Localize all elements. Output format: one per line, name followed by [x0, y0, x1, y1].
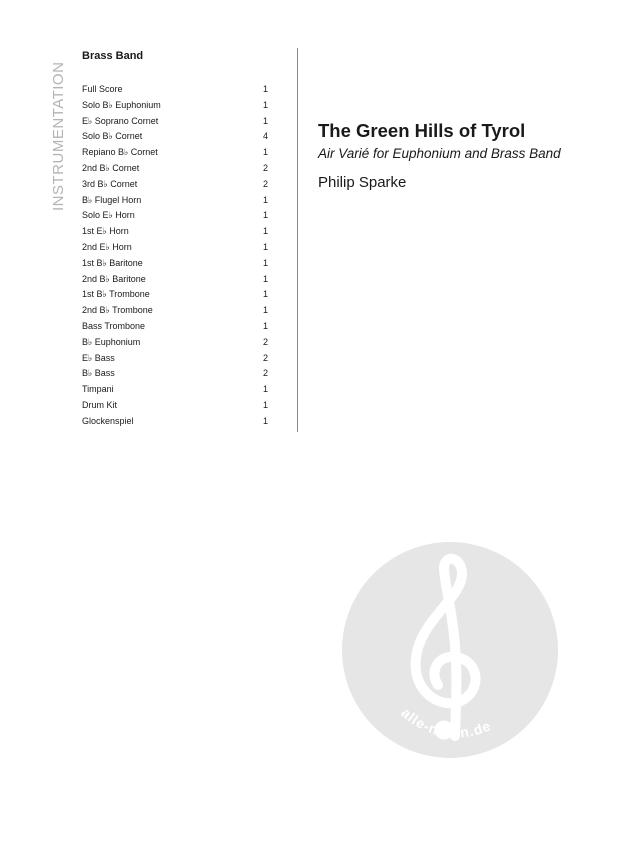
part-name: 2nd B♭ Trombone [82, 305, 153, 316]
part-row [82, 351, 272, 367]
part-row [82, 287, 272, 303]
part-quantity: 1 [262, 415, 268, 426]
part-quantity: 1 [262, 84, 268, 94]
part-quantity: 2 [262, 368, 268, 379]
part-name: E♭ Bass [82, 352, 115, 363]
watermark-logo [340, 540, 560, 760]
part-row [82, 382, 272, 398]
part-row [82, 193, 272, 209]
part-name: Drum Kit [82, 399, 118, 410]
part-row [82, 145, 272, 161]
part-quantity: 1 [262, 210, 268, 221]
part-name: 1st B♭ Trombone [82, 289, 150, 300]
part-quantity: 1 [262, 194, 268, 205]
part-quantity: 1 [262, 305, 268, 316]
part-name: B♭ Bass [82, 368, 115, 379]
part-name: B♭ Euphonium [82, 336, 141, 347]
part-row [82, 398, 272, 414]
part-row [82, 224, 272, 240]
part-name: Solo E♭ Horn [82, 210, 135, 221]
part-name: Bass Trombone [82, 320, 146, 331]
part-row [82, 272, 272, 288]
vertical-divider [297, 48, 298, 432]
part-row [82, 240, 272, 256]
part-quantity: 1 [262, 99, 268, 110]
part-name: 1st B♭ Baritone [82, 257, 143, 268]
part-name: 2nd B♭ Baritone [82, 273, 146, 284]
part-quantity: 1 [262, 289, 268, 300]
part-row [82, 414, 272, 430]
part-row [82, 256, 272, 272]
part-quantity: 4 [262, 131, 268, 142]
part-row [82, 114, 272, 130]
part-name: B♭ Flugel Horn [82, 194, 142, 205]
part-row [82, 366, 272, 382]
part-row [82, 303, 272, 319]
part-quantity: 2 [262, 162, 268, 173]
part-row [82, 129, 272, 145]
part-name: 2nd E♭ Horn [82, 241, 132, 252]
part-name: Timpani [82, 384, 114, 395]
part-row [82, 177, 272, 193]
part-quantity: 2 [262, 336, 268, 347]
part-name: Repiano B♭ Cornet [82, 147, 158, 158]
part-name: 1st E♭ Horn [82, 226, 129, 237]
part-row [82, 335, 272, 351]
part-name: Full Score [82, 84, 123, 94]
part-name: E♭ Soprano Cornet [82, 115, 159, 126]
part-quantity: 1 [262, 115, 268, 126]
part-name: 3rd B♭ Cornet [82, 178, 138, 189]
part-quantity: 1 [262, 399, 268, 410]
part-row [82, 319, 272, 335]
part-quantity: 1 [262, 384, 268, 395]
work-title: The Green Hills of Tyrol [318, 120, 526, 141]
part-name: 2nd B♭ Cornet [82, 162, 140, 173]
part-quantity: 1 [262, 147, 268, 158]
part-row [82, 82, 272, 98]
ensemble-heading: Brass Band [82, 50, 144, 62]
composer-name: Philip Sparke [318, 174, 407, 191]
part-quantity: 1 [262, 226, 268, 237]
part-row [82, 208, 272, 224]
part-row [82, 161, 272, 177]
part-quantity: 1 [262, 273, 268, 284]
part-quantity: 2 [262, 352, 268, 363]
watermark-text: alle-noten.de [398, 704, 494, 741]
parts-list [82, 82, 272, 430]
part-name: Solo B♭ Cornet [82, 131, 143, 142]
part-quantity: 1 [262, 241, 268, 252]
watermark-graphic [340, 540, 560, 760]
work-subtitle: Air Varié for Euphonium and Brass Band [318, 146, 561, 161]
instrumentation-side-label: INSTRUMENTATION [50, 61, 67, 211]
part-name: Glockenspiel [82, 415, 134, 426]
part-quantity: 2 [262, 178, 268, 189]
part-name: Solo B♭ Euphonium [82, 99, 161, 110]
part-row [82, 98, 272, 114]
part-quantity: 1 [262, 320, 268, 331]
part-quantity: 1 [262, 257, 268, 268]
